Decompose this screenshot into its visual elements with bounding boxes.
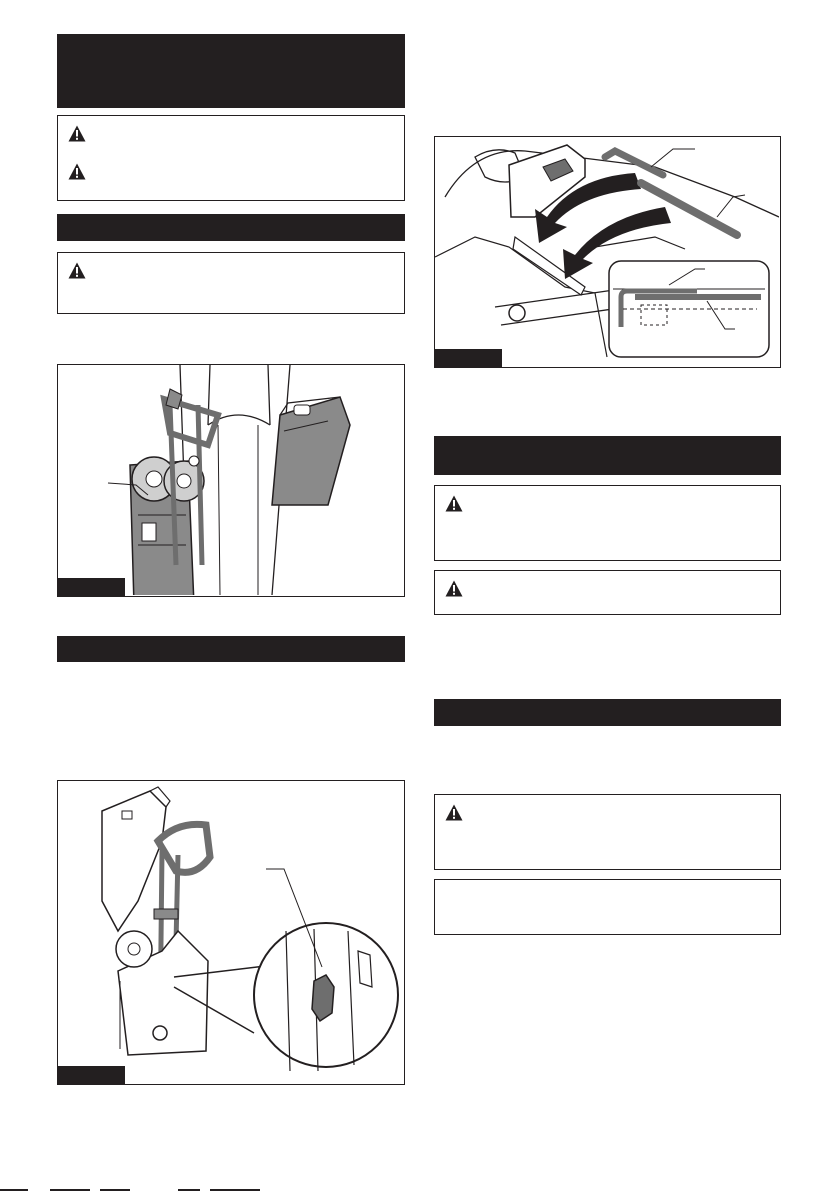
warning-triangle-icon: [68, 163, 86, 180]
figure-1-label: [58, 578, 125, 584]
warning-triangle-icon: [445, 580, 463, 597]
figure-2-label: [58, 1066, 125, 1072]
figure-3-label: [435, 349, 502, 355]
warning-triangle-icon: [445, 495, 463, 512]
left-section-bar-2: [57, 636, 405, 662]
right-note-box: [434, 879, 781, 935]
left-section-1-text: [57, 214, 405, 226]
left-warning-box-1: [57, 115, 405, 201]
figure-folded-storage: [57, 780, 405, 1085]
right-title-text: [434, 436, 781, 456]
left-warning-box-2: [57, 252, 405, 314]
carry-mower-illustration: [58, 365, 403, 595]
left-title-bar: [57, 34, 405, 108]
bottom-edge-fragments: [0, 1187, 840, 1192]
right-section-text: [434, 699, 781, 711]
figure-1-label-tab: [58, 578, 125, 596]
figure-wrench-storage: [434, 136, 781, 368]
right-title-bar: [434, 436, 781, 475]
left-title-text: [57, 34, 405, 54]
left-section-2-text: [57, 636, 405, 648]
warning-triangle-icon: [445, 804, 463, 821]
right-warning-box-1: [434, 485, 781, 561]
warning-triangle-icon: [68, 262, 86, 279]
figure-carry-mower: [57, 364, 405, 597]
warning-triangle-icon: [68, 125, 86, 142]
folded-storage-illustration: [58, 781, 403, 1083]
right-warning-box-3: [434, 794, 781, 870]
figure-3-label-tab: [435, 349, 502, 367]
wrench-storage-illustration: [435, 137, 779, 366]
right-section-bar: [434, 699, 781, 726]
left-section-bar-1: [57, 214, 405, 241]
right-warning-box-2: [434, 570, 781, 615]
figure-2-label-tab: [58, 1066, 125, 1084]
